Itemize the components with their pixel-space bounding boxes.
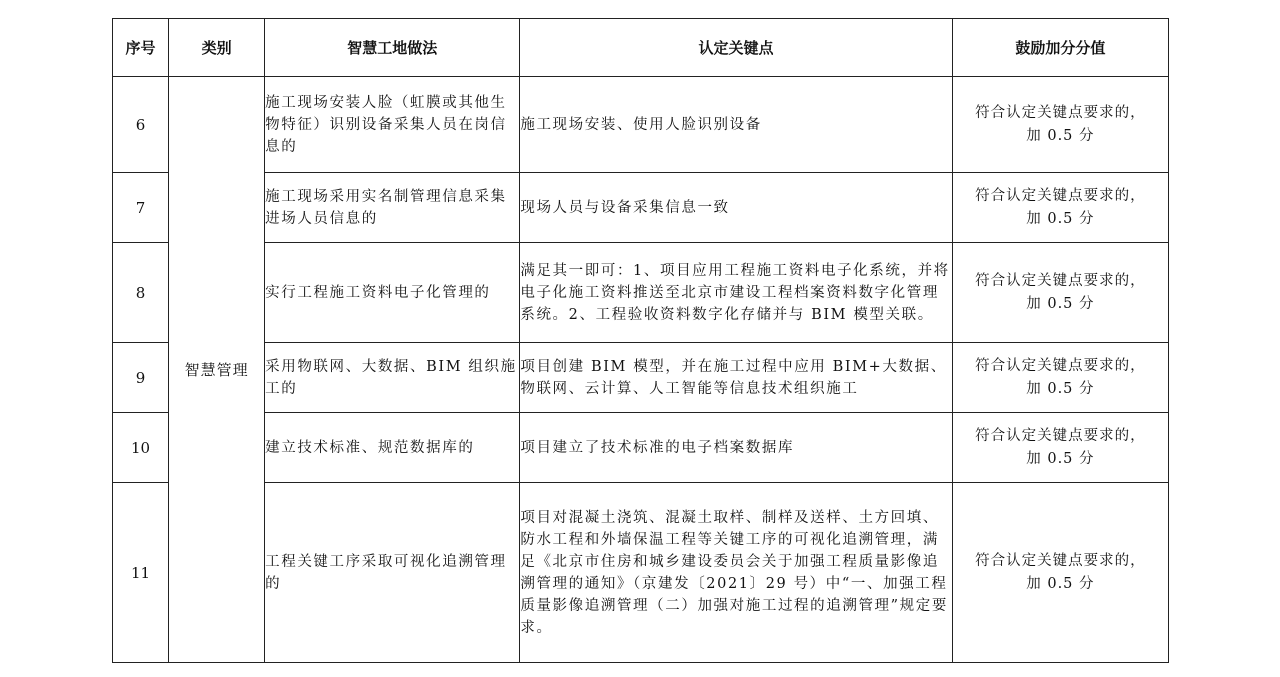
method-cell: 工程关键工序采取可视化追溯管理的 (265, 483, 520, 663)
method-cell: 实行工程施工资料电子化管理的 (265, 243, 520, 343)
bonus-cell (952, 77, 1168, 173)
key-points-cell: 现场人员与设备采集信息一致 (520, 173, 952, 243)
bonus-value: 加 0.5 分 (1026, 295, 1095, 312)
bonus-cell (952, 343, 1168, 413)
bonus-cell (952, 243, 1168, 343)
header-row (113, 19, 1169, 77)
bonus-condition: 符合认定关键点要求的， (975, 357, 1146, 374)
method-cell: 采用物联网、大数据、BIM 组织施工的 (265, 343, 520, 413)
category-cell: 智慧管理 (169, 77, 265, 663)
table-row (113, 343, 1169, 413)
bonus-condition: 符合认定关键点要求的， (975, 552, 1146, 569)
bonus-cell (952, 413, 1168, 483)
key-points-cell: 施工现场安装、使用人脸识别设备 (520, 77, 952, 173)
header-category: 类别 (169, 19, 265, 77)
method-cell: 建立技术标准、规范数据库的 (265, 413, 520, 483)
row-number: 8 (113, 243, 169, 343)
table-row (113, 413, 1169, 483)
bonus-condition: 符合认定关键点要求的， (975, 104, 1146, 121)
bonus-cell (952, 173, 1168, 243)
bonus-value: 加 0.5 分 (1026, 210, 1095, 227)
row-number: 9 (113, 343, 169, 413)
table-row (113, 243, 1169, 343)
table-row (113, 77, 1169, 173)
bonus-value: 加 0.5 分 (1026, 380, 1095, 397)
bonus-cell (952, 483, 1168, 663)
bonus-value: 加 0.5 分 (1026, 575, 1095, 592)
header-key-points: 认定关键点 (520, 19, 952, 77)
header-method: 智慧工地做法 (265, 19, 520, 77)
bonus-value: 加 0.5 分 (1026, 127, 1095, 144)
bonus-value: 加 0.5 分 (1026, 450, 1095, 467)
bonus-condition: 符合认定关键点要求的， (975, 187, 1146, 204)
bonus-condition: 符合认定关键点要求的， (975, 272, 1146, 289)
key-points-cell: 项目对混凝土浇筑、混凝土取样、制样及送样、土方回填、防水工程和外墙保温工程等关键工序的可视化追溯管理，满足《北京市住房和城乡建设委员会关于加强工程质量影像追溯管理的通知》（京建发〔2021〕29 号）中“一、加强工程质量影像追溯管理（二）加强对施工过程的追溯管理”规定要求。 (520, 483, 952, 663)
row-number: 7 (113, 173, 169, 243)
row-number: 11 (113, 483, 169, 663)
table-row (113, 483, 1169, 663)
row-number: 6 (113, 77, 169, 173)
bonus-condition: 符合认定关键点要求的， (975, 427, 1146, 444)
table-row (113, 173, 1169, 243)
header-bonus: 鼓励加分分值 (952, 19, 1168, 77)
header-no: 序号 (113, 19, 169, 77)
scoring-table (112, 18, 1169, 663)
key-points-cell: 满足其一即可：1、项目应用工程施工资料电子化系统，并将电子化施工资料推送至北京市建设工程档案资料数字化管理系统。2、工程验收资料数字化存储并与 BIM 模型关联。 (520, 243, 952, 343)
method-cell: 施工现场采用实名制管理信息采集进场人员信息的 (265, 173, 520, 243)
key-points-cell: 项目建立了技术标准的电子档案数据库 (520, 413, 952, 483)
key-points-cell: 项目创建 BIM 模型，并在施工过程中应用 BIM+大数据、物联网、云计算、人工智能等信息技术组织施工 (520, 343, 952, 413)
row-number: 10 (113, 413, 169, 483)
method-cell: 施工现场安装人脸（虹膜或其他生物特征）识别设备采集人员在岗信息的 (265, 77, 520, 173)
